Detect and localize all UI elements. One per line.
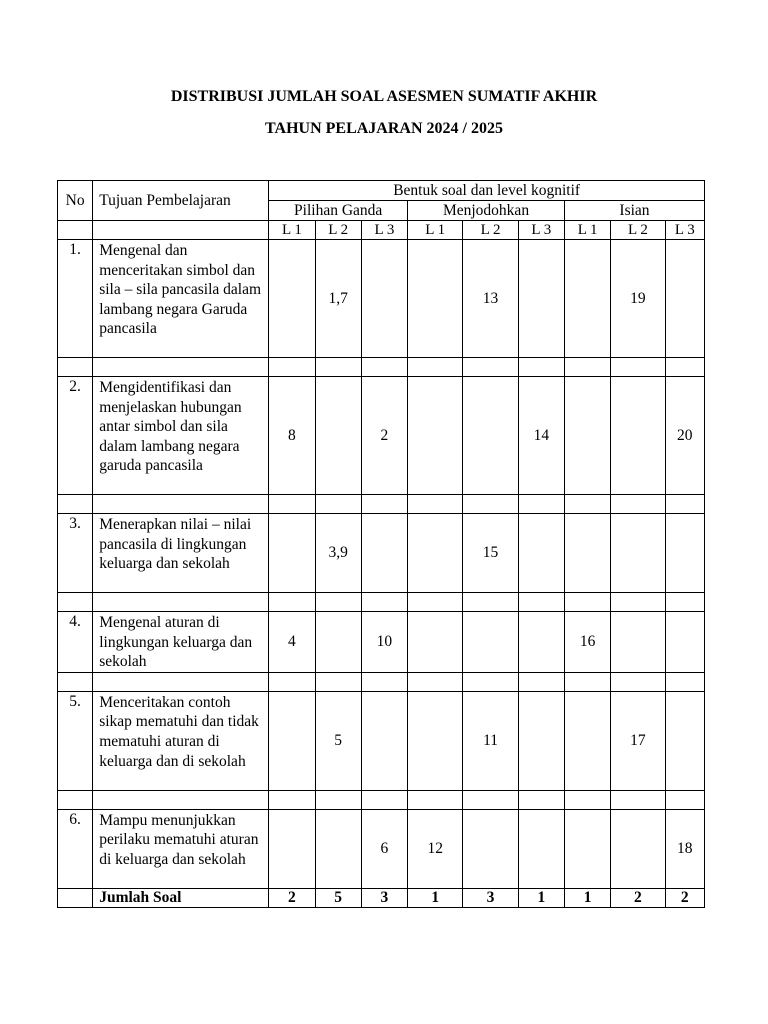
row-cell xyxy=(611,809,665,888)
table-row xyxy=(58,514,705,593)
spacer-cell xyxy=(408,495,463,514)
row-number: 1. xyxy=(58,240,93,358)
total-value: 2 xyxy=(611,888,665,907)
table-row xyxy=(58,377,705,495)
spacer-cell xyxy=(518,593,564,612)
spacer-cell xyxy=(518,790,564,809)
row-cell: 1,7 xyxy=(315,240,361,358)
row-cell xyxy=(408,377,463,495)
row-cell: 6 xyxy=(361,809,407,888)
total-empty xyxy=(58,888,93,907)
row-cell xyxy=(518,809,564,888)
spacer-cell xyxy=(58,790,93,809)
row-cell xyxy=(269,240,315,358)
spacer-row xyxy=(58,495,705,514)
total-value: 1 xyxy=(518,888,564,907)
spacer-cell xyxy=(518,358,564,377)
row-cell xyxy=(518,240,564,358)
header-level: L 2 xyxy=(463,221,518,240)
row-cell xyxy=(518,514,564,593)
row-cell: 11 xyxy=(463,691,518,790)
spacer-cell xyxy=(361,672,407,691)
row-cell xyxy=(665,612,704,673)
spacer-cell xyxy=(269,672,315,691)
spacer-cell xyxy=(408,593,463,612)
row-tujuan: Mengenal dan menceritakan simbol dan sila – sila pancasila dalam lambang negara Garuda pancasila xyxy=(93,240,269,358)
row-cell: 5 xyxy=(315,691,361,790)
spacer-cell xyxy=(269,790,315,809)
spacer-cell xyxy=(315,358,361,377)
header-level: L 1 xyxy=(269,221,315,240)
row-cell xyxy=(463,809,518,888)
spacer-cell xyxy=(361,790,407,809)
row-cell xyxy=(269,691,315,790)
row-tujuan: Menceritakan contoh sikap mematuhi dan tidak mematuhi aturan di keluarga dan di sekolah xyxy=(93,691,269,790)
row-cell xyxy=(564,691,610,790)
table-row xyxy=(58,691,705,790)
row-cell: 20 xyxy=(665,377,704,495)
row-tujuan: Mengenal aturan di lingkungan keluarga dan sekolah xyxy=(93,612,269,673)
spacer-cell xyxy=(361,495,407,514)
spacer-cell xyxy=(611,790,665,809)
header-tujuan: Tujuan Pembelajaran xyxy=(93,181,269,221)
row-tujuan: Mengidentifikasi dan menjelaskan hubungan antar simbol dan sila dalam lambang negara garuda pancasila xyxy=(93,377,269,495)
row-cell xyxy=(611,377,665,495)
document-title: DISTRIBUSI JUMLAH SOAL ASESMEN SUMATIF AKHIR xyxy=(170,88,598,105)
spacer-cell xyxy=(93,358,269,377)
table-row xyxy=(58,240,705,358)
row-cell xyxy=(665,691,704,790)
header-level: L 3 xyxy=(361,221,407,240)
spacer-cell xyxy=(463,495,518,514)
spacer-cell xyxy=(665,495,704,514)
total-label: Jumlah Soal xyxy=(93,888,269,907)
spacer-cell xyxy=(518,495,564,514)
row-tujuan: Menerapkan nilai – nilai pancasila di lingkungan keluarga dan sekolah xyxy=(93,514,269,593)
row-cell xyxy=(361,240,407,358)
spacer-cell xyxy=(665,593,704,612)
header-level: L 1 xyxy=(408,221,463,240)
spacer-cell xyxy=(269,358,315,377)
total-value: 5 xyxy=(315,888,361,907)
spacer-cell xyxy=(361,358,407,377)
spacer-cell xyxy=(93,672,269,691)
row-cell xyxy=(665,514,704,593)
row-cell xyxy=(269,809,315,888)
header-group-pilihan-ganda: Pilihan Ganda xyxy=(269,201,408,221)
row-cell xyxy=(611,514,665,593)
row-cell xyxy=(361,514,407,593)
spacer-cell xyxy=(269,593,315,612)
header-empty xyxy=(93,221,269,240)
row-cell xyxy=(564,514,610,593)
row-number: 5. xyxy=(58,691,93,790)
header-empty xyxy=(58,221,93,240)
spacer-cell xyxy=(408,358,463,377)
row-cell xyxy=(564,240,610,358)
spacer-cell xyxy=(518,672,564,691)
spacer-cell xyxy=(315,593,361,612)
row-number: 3. xyxy=(58,514,93,593)
row-cell xyxy=(315,612,361,673)
row-cell: 17 xyxy=(611,691,665,790)
spacer-cell xyxy=(564,593,610,612)
row-cell xyxy=(408,691,463,790)
spacer-cell xyxy=(361,593,407,612)
row-cell: 18 xyxy=(665,809,704,888)
header-level: L 2 xyxy=(315,221,361,240)
row-cell: 14 xyxy=(518,377,564,495)
row-number: 4. xyxy=(58,612,93,673)
spacer-cell xyxy=(665,672,704,691)
spacer-cell xyxy=(93,790,269,809)
spacer-cell xyxy=(315,672,361,691)
spacer-cell xyxy=(315,495,361,514)
row-cell xyxy=(611,612,665,673)
row-cell: 15 xyxy=(463,514,518,593)
spacer-row xyxy=(58,790,705,809)
row-cell xyxy=(315,377,361,495)
row-cell xyxy=(408,240,463,358)
spacer-cell xyxy=(58,495,93,514)
spacer-cell xyxy=(564,790,610,809)
spacer-cell xyxy=(269,495,315,514)
spacer-cell xyxy=(463,790,518,809)
row-tujuan: Mampu menunjukkan perilaku mematuhi aturan di keluarga dan sekolah xyxy=(93,809,269,888)
header-no: No xyxy=(58,181,93,221)
spacer-cell xyxy=(93,593,269,612)
spacer-row xyxy=(58,358,705,377)
total-value: 2 xyxy=(665,888,704,907)
row-cell xyxy=(408,514,463,593)
total-value: 3 xyxy=(361,888,407,907)
row-cell: 13 xyxy=(463,240,518,358)
spacer-cell xyxy=(408,672,463,691)
spacer-cell xyxy=(93,495,269,514)
total-value: 3 xyxy=(463,888,518,907)
table-row xyxy=(58,612,705,673)
row-number: 2. xyxy=(58,377,93,495)
row-cell: 16 xyxy=(564,612,610,673)
header-bentuk: Bentuk soal dan level kognitif xyxy=(269,181,705,201)
spacer-cell xyxy=(611,358,665,377)
spacer-cell xyxy=(665,358,704,377)
spacer-cell xyxy=(611,495,665,514)
row-cell xyxy=(315,809,361,888)
row-cell: 10 xyxy=(361,612,407,673)
row-cell: 2 xyxy=(361,377,407,495)
row-cell xyxy=(564,809,610,888)
spacer-cell xyxy=(665,790,704,809)
spacer-cell xyxy=(564,495,610,514)
distribution-table xyxy=(57,180,705,908)
row-cell: 3,9 xyxy=(315,514,361,593)
total-value: 1 xyxy=(408,888,463,907)
row-cell: 4 xyxy=(269,612,315,673)
spacer-cell xyxy=(58,593,93,612)
spacer-row xyxy=(58,593,705,612)
total-value: 1 xyxy=(564,888,610,907)
spacer-cell xyxy=(408,790,463,809)
row-cell xyxy=(463,377,518,495)
spacer-cell xyxy=(58,672,93,691)
row-cell xyxy=(269,514,315,593)
spacer-cell xyxy=(58,358,93,377)
spacer-cell xyxy=(315,790,361,809)
spacer-cell xyxy=(564,358,610,377)
document-subtitle: TAHUN PELAJARAN 2024 / 2025 xyxy=(265,120,503,137)
row-number: 6. xyxy=(58,809,93,888)
row-cell xyxy=(518,612,564,673)
header-group-menjodohkan: Menjodohkan xyxy=(408,201,565,221)
header-level: L 2 xyxy=(611,221,665,240)
spacer-cell xyxy=(611,672,665,691)
header-level: L 3 xyxy=(665,221,704,240)
header-group-isian: Isian xyxy=(564,201,704,221)
header-level: L 1 xyxy=(564,221,610,240)
spacer-cell xyxy=(564,672,610,691)
row-cell xyxy=(463,612,518,673)
spacer-row xyxy=(58,672,705,691)
row-cell xyxy=(564,377,610,495)
row-cell xyxy=(518,691,564,790)
row-cell xyxy=(665,240,704,358)
row-cell: 8 xyxy=(269,377,315,495)
spacer-cell xyxy=(463,593,518,612)
header-level: L 3 xyxy=(518,221,564,240)
row-cell: 12 xyxy=(408,809,463,888)
row-cell: 19 xyxy=(611,240,665,358)
row-cell xyxy=(361,691,407,790)
total-value: 2 xyxy=(269,888,315,907)
total-row xyxy=(58,888,705,907)
spacer-cell xyxy=(463,672,518,691)
table-row xyxy=(58,809,705,888)
spacer-cell xyxy=(611,593,665,612)
spacer-cell xyxy=(463,358,518,377)
row-cell xyxy=(408,612,463,673)
